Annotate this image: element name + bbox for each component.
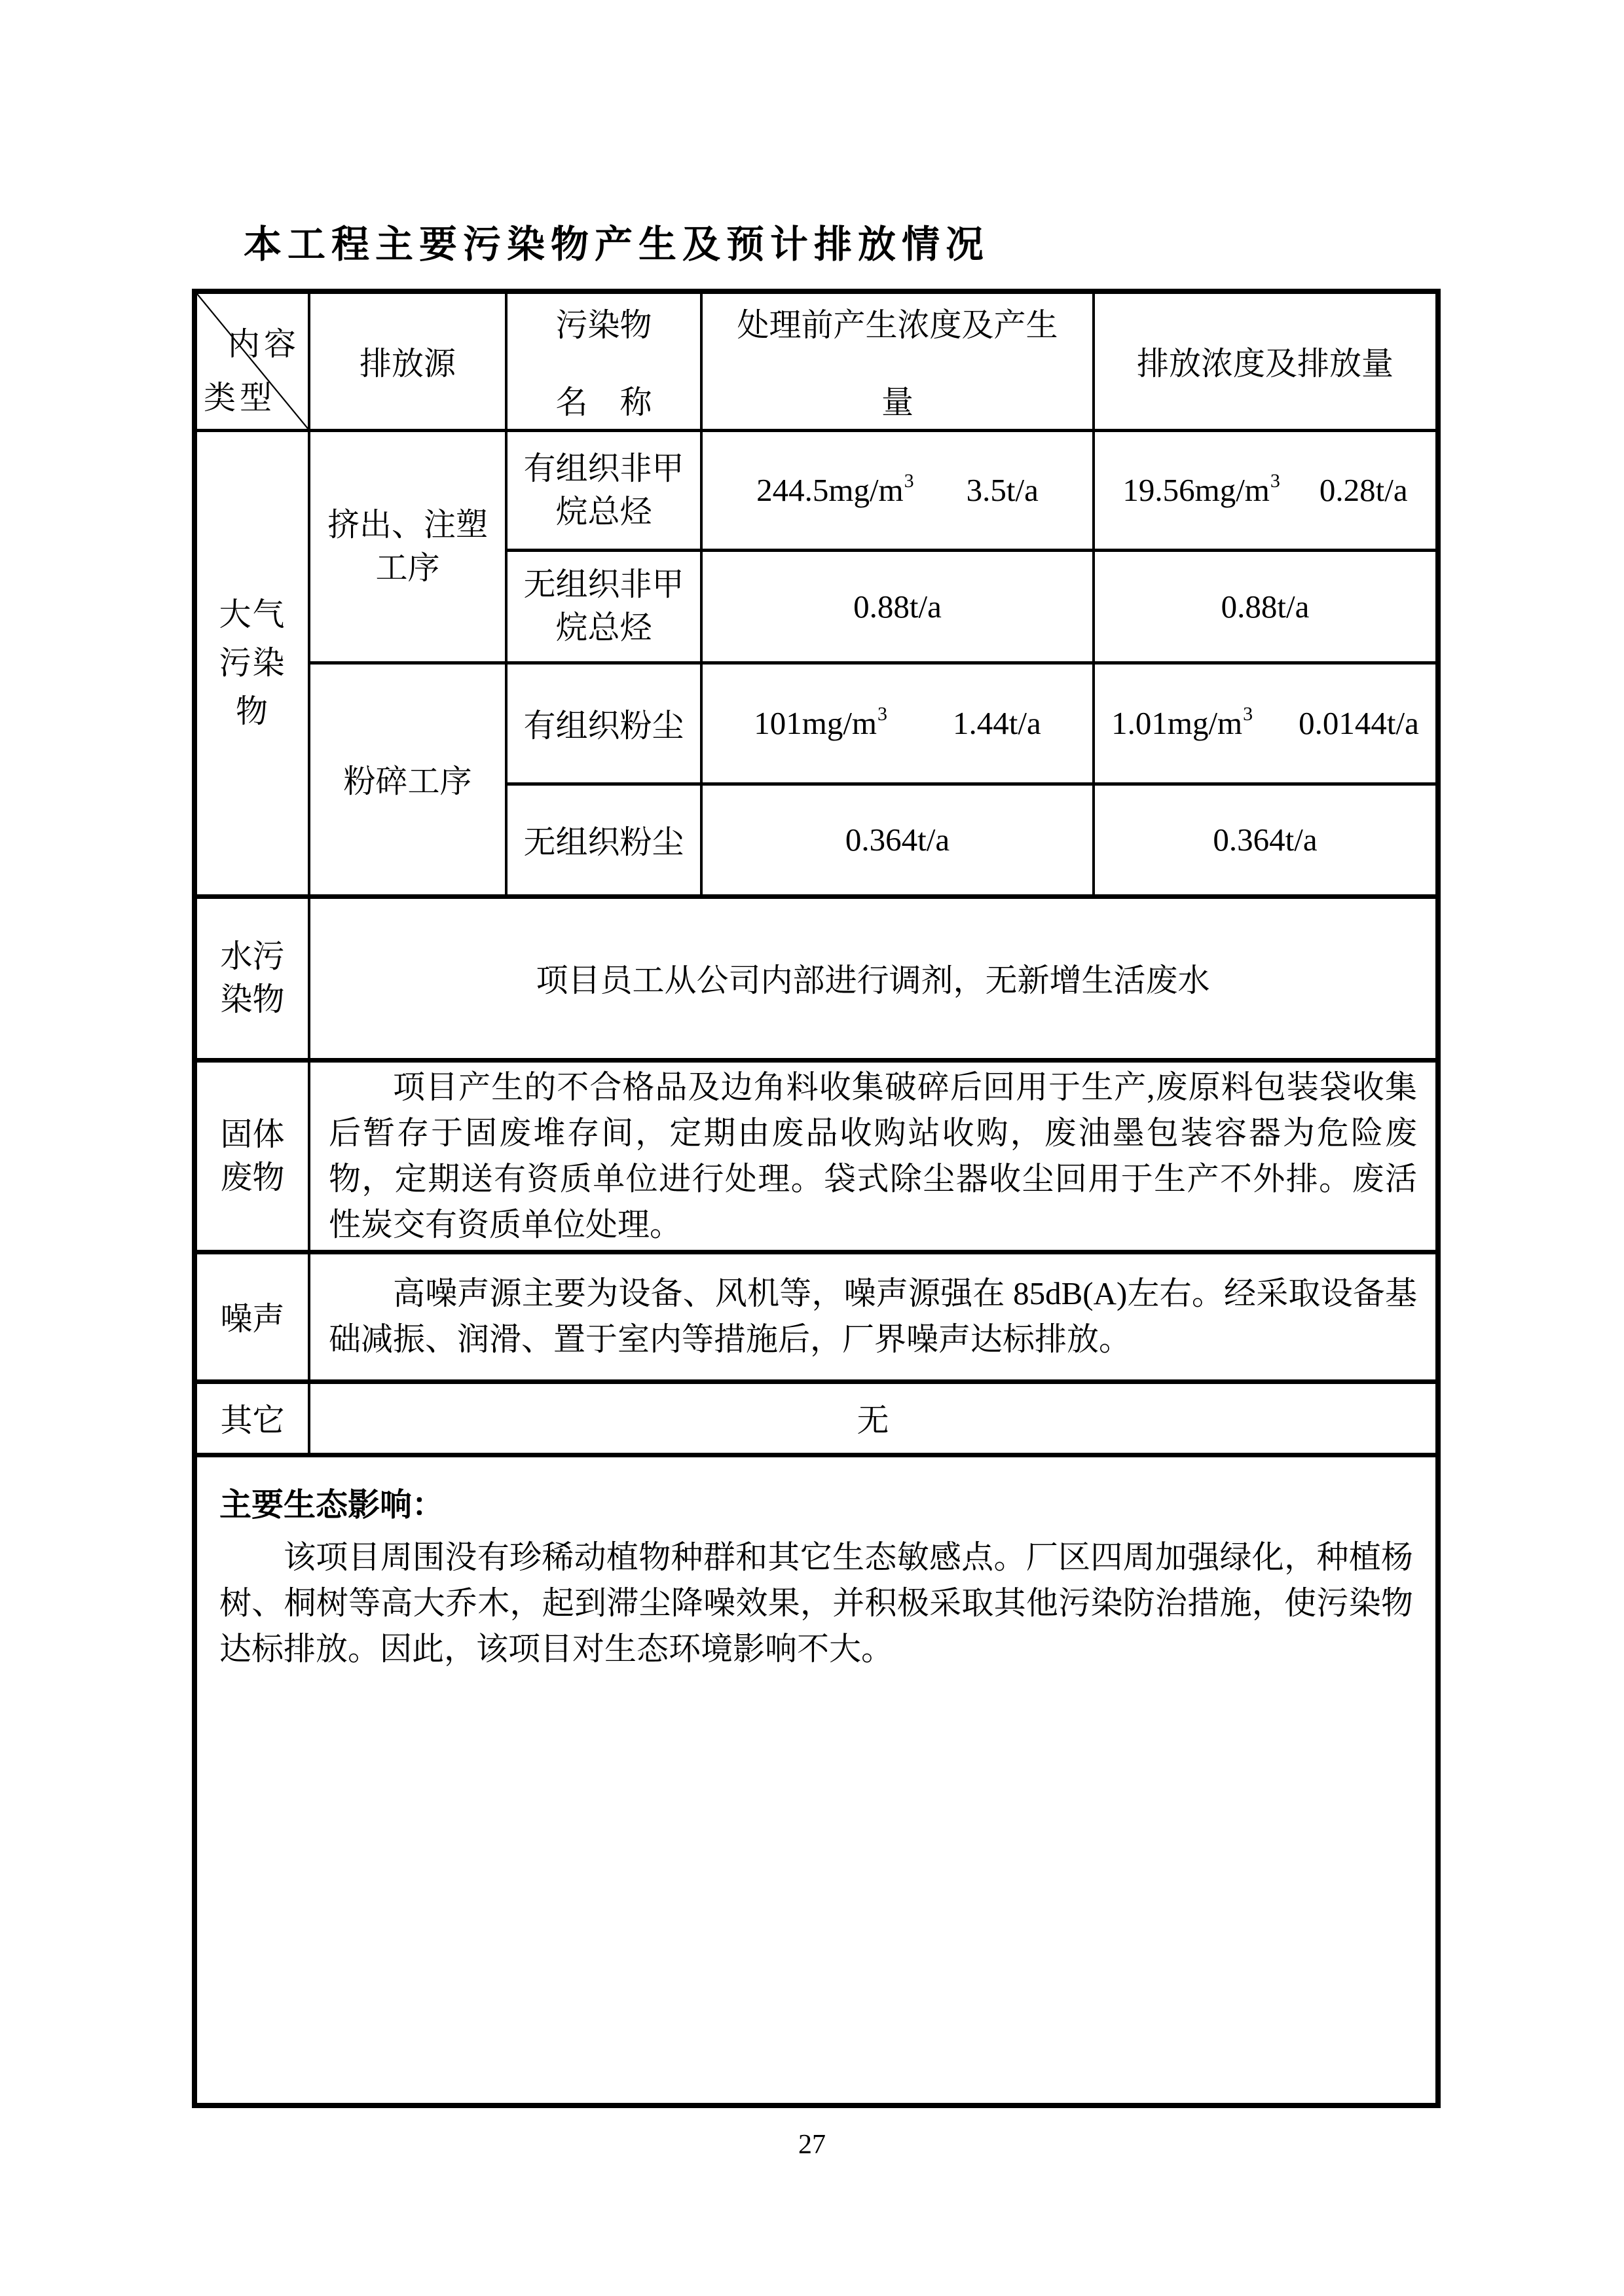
pollutant-organized-dust: 有组织粉尘 bbox=[506, 663, 701, 784]
eco-paragraph: 该项目周围没有珍稀动植物种群和其它生态敏感点。厂区四周加强绿化，种植杨树、桐树等高大乔木，起到滞尘降噪效果，并积极采取其他污染防治措施，使污染物达标排放。因此，该项目对生态环境影响不大。 bbox=[219, 1539, 1413, 1667]
emission-concentration: $1.01mg/m^3$ bbox=[1111, 702, 1253, 741]
corner-header-cell bbox=[194, 291, 309, 430]
header-before-line2: 量 bbox=[881, 384, 913, 420]
header-pollutant-name bbox=[506, 291, 701, 430]
pollutant-fugitive-nmhc: 无组织非甲 烷总烃 bbox=[506, 550, 701, 663]
emission-organized-dust bbox=[1094, 663, 1438, 784]
header-emission-amount: 排放浓度及排放量 bbox=[1094, 291, 1438, 430]
page-number: 27 bbox=[798, 2130, 826, 2160]
other-content: 无 bbox=[309, 1381, 1438, 1455]
pollutant-organized-nmhc: 有组织非甲 烷总烃 bbox=[506, 430, 701, 550]
header-before-line1: 处理前产生浓度及产生 bbox=[737, 306, 1058, 343]
pollutant-table bbox=[192, 289, 1441, 2108]
before-quantity: 3.5t/a bbox=[966, 472, 1039, 508]
page-title: 本工程主要污染物产生及预计排放情况 bbox=[244, 223, 990, 266]
category-solid-waste: 固体 废物 bbox=[194, 1060, 309, 1252]
before-organized-nmhc bbox=[701, 430, 1094, 550]
before-concentration: $101mg/m^3$ bbox=[754, 702, 888, 741]
emission-fugitive-dust: 0.364t/a bbox=[1094, 784, 1438, 896]
header-pollutant-line1: 污染物 bbox=[555, 306, 652, 343]
row-ecological-impact bbox=[194, 1455, 1438, 2105]
source-extrusion-injection: 挤出、注塑 工序 bbox=[309, 430, 506, 663]
emission-concentration: $19.56mg/m^3$ bbox=[1122, 469, 1280, 508]
header-emission-source: 排放源 bbox=[309, 291, 506, 430]
row-noise bbox=[194, 1252, 1438, 1381]
eco-section bbox=[194, 1455, 1438, 2105]
emission-quantity: 0.0144t/a bbox=[1299, 705, 1419, 741]
category-noise: 噪声 bbox=[194, 1252, 309, 1381]
header-before-treatment bbox=[701, 291, 1094, 430]
row-other bbox=[194, 1381, 1438, 1455]
noise-content: 高噪声源主要为设备、风机等，噪声源强在 85dB(A)左右。经采取设备基础减振、润滑、置于室内等措施后，厂界噪声达标排放。 bbox=[309, 1252, 1438, 1381]
solid-waste-content: 项目产生的不合格品及边角料收集破碎后回用于生产,废原料包装袋收集后暂存于固废堆存间，定期由废品收购站收购，废油墨包装容器为危险废物，定期送有资质单位进行处理。袋式除尘器收尘回用于生产不外排。废活性炭交有资质单位处理。 bbox=[309, 1060, 1438, 1252]
pollutant-fugitive-dust: 无组织粉尘 bbox=[506, 784, 701, 896]
eco-heading: 主要生态影响： bbox=[219, 1487, 445, 1523]
row-organized-nmhc bbox=[194, 430, 1438, 550]
emission-fugitive-nmhc: 0.88t/a bbox=[1094, 550, 1438, 663]
before-fugitive-nmhc: 0.88t/a bbox=[701, 550, 1094, 663]
category-air-pollutants: 大气 污染 物 bbox=[194, 430, 309, 896]
row-water-pollutants bbox=[194, 896, 1438, 1060]
water-pollutants-content: 项目员工从公司内部进行调剂，无新增生活废水 bbox=[309, 896, 1438, 1060]
header-pollutant-line2: 名 称 bbox=[555, 384, 652, 420]
corner-label-type: 类型 bbox=[204, 379, 276, 416]
source-crushing: 粉碎工序 bbox=[309, 663, 506, 896]
emission-quantity: 0.28t/a bbox=[1319, 472, 1408, 508]
table-header-row bbox=[194, 291, 1438, 430]
emission-organized-nmhc bbox=[1094, 430, 1438, 550]
before-quantity: 1.44t/a bbox=[953, 705, 1041, 741]
category-water-pollutants: 水污 染物 bbox=[194, 896, 309, 1060]
before-fugitive-dust: 0.364t/a bbox=[701, 784, 1094, 896]
row-organized-dust bbox=[194, 663, 1438, 784]
category-other: 其它 bbox=[194, 1381, 309, 1455]
row-solid-waste bbox=[194, 1060, 1438, 1252]
before-organized-dust bbox=[701, 663, 1094, 784]
corner-label-content: 内容 bbox=[227, 326, 300, 362]
before-concentration: $244.5mg/m^3$ bbox=[756, 469, 914, 508]
